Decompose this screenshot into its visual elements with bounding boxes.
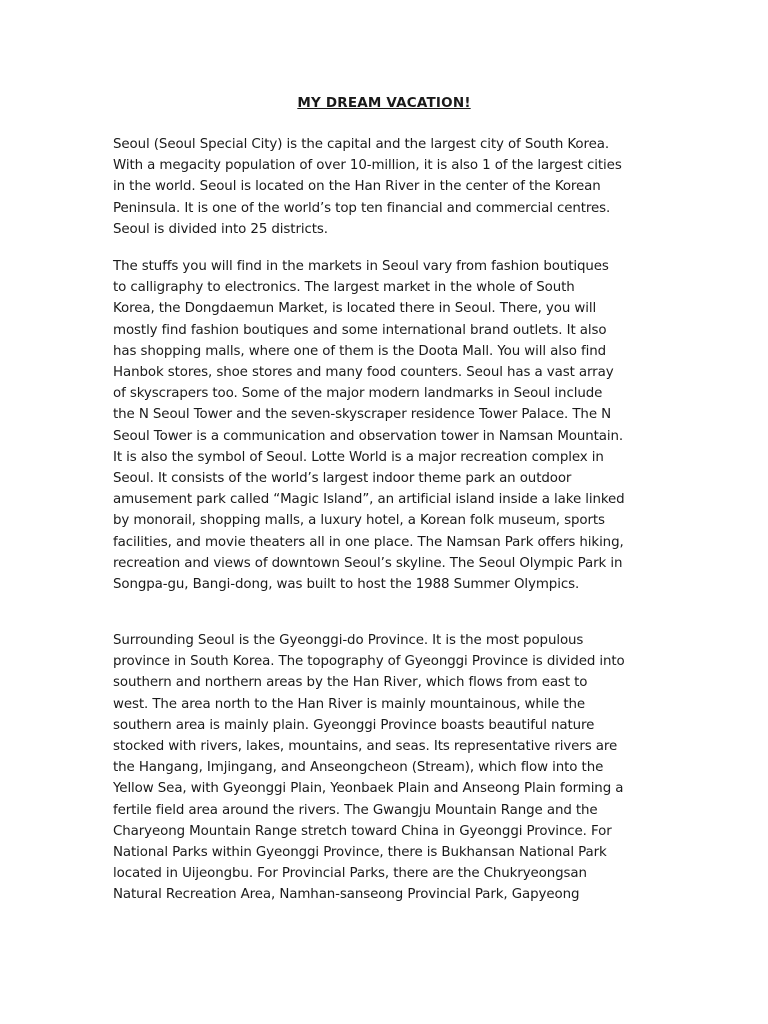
text-line: southern area is mainly plain. Gyeonggi Province boasts beautiful nature	[113, 717, 595, 733]
text-line: province in South Korea. The topography of Gyeonggi Province is divided into	[113, 654, 625, 670]
paragraph-seoul-intro	[113, 134, 653, 240]
text-line: to calligraphy to electronics. The largest market in the whole of South	[113, 280, 575, 296]
text-line: Songpa-gu, Bangi-dong, was built to host the 1988 Summer Olympics.	[113, 577, 580, 593]
text-line: fertile field area around the rivers. The Gwangju Mountain Range and the	[113, 802, 598, 818]
text-line: Surrounding Seoul is the Gyeonggi-do Province. It is the most populous	[113, 633, 584, 648]
text-line: by monorail, shopping malls, a luxury hotel, a Korean folk museum, sports	[113, 513, 605, 529]
text-line: With a megacity population of over 10-million, it is also 1 of the largest cities	[113, 158, 622, 174]
text-line: Seoul. It consists of the world’s largest indoor theme park an outdoor	[113, 471, 572, 487]
text-line: Charyeong Mountain Range stretch toward China in Gyeonggi Province. For	[113, 823, 612, 839]
document-title: MY DREAM VACATION!	[297, 95, 471, 111]
text-line: Yellow Sea, with Gyeonggi Plain, Yeonbaek Plain and Anseong Plain forming a	[113, 781, 624, 797]
text-line: Seoul is divided into 25 districts.	[113, 221, 328, 237]
text-line: facilities, and movie theaters all in one place. The Namsan Park offers hiking,	[113, 534, 624, 550]
paragraph-seoul-markets	[113, 256, 653, 595]
text-line: It is also the symbol of Seoul. Lotte World is a major recreation complex in	[113, 449, 604, 465]
paragraph-gyeonggi	[113, 630, 653, 906]
text-line: in the world. Seoul is located on the Han River in the center of the Korean	[113, 179, 601, 195]
text-line: Seoul Tower is a communication and observation tower in Namsan Mountain.	[113, 428, 624, 444]
text-line: mostly find fashion boutiques and some international brand outlets. It also	[113, 322, 607, 338]
text-line: west. The area north to the Han River is mainly mountainous, while the	[113, 696, 585, 712]
text-line: The stuffs you will find in the markets in Seoul vary from fashion boutiques	[113, 259, 609, 274]
text-line: of skyscrapers too. Some of the major modern landmarks in Seoul include	[113, 386, 603, 402]
text-line: the Hangang, Imjingang, and Anseongcheon (Stream), which flow into the	[113, 760, 604, 776]
text-line: Seoul (Seoul Special City) is the capital and the largest city of South Korea.	[113, 137, 610, 152]
text-line: the N Seoul Tower and the seven-skyscraper residence Tower Palace. The N	[113, 407, 612, 423]
text-line: Natural Recreation Area, Namhan-sanseong Provincial Park, Gapyeong	[113, 887, 580, 903]
text-line: Hanbok stores, shoe stores and many food counters. Seoul has a vast array	[113, 365, 614, 381]
text-line: National Parks within Gyeonggi Province, there is Bukhansan National Park	[113, 845, 607, 861]
text-line: stocked with rivers, lakes, mountains, and seas. Its representative rivers are	[113, 739, 618, 755]
text-line: southern and northern areas by the Han River, which flows from east to	[113, 675, 588, 691]
text-line: recreation and views of downtown Seoul’s skyline. The Seoul Olympic Park in	[113, 555, 623, 571]
text-line: Korea, the Dongdaemun Market, is located there in Seoul. There, you will	[113, 301, 597, 317]
text-line: amusement park called “Magic Island”, an artificial island inside a lake linked	[113, 492, 625, 508]
text-line: Peninsula. It is one of the world’s top ten financial and commercial centres.	[113, 200, 611, 216]
text-line: has shopping malls, where one of them is the Doota Mall. You will also find	[113, 343, 607, 359]
text-line: located in Uijeongbu. For Provincial Parks, there are the Chukryeongsan	[113, 866, 587, 882]
